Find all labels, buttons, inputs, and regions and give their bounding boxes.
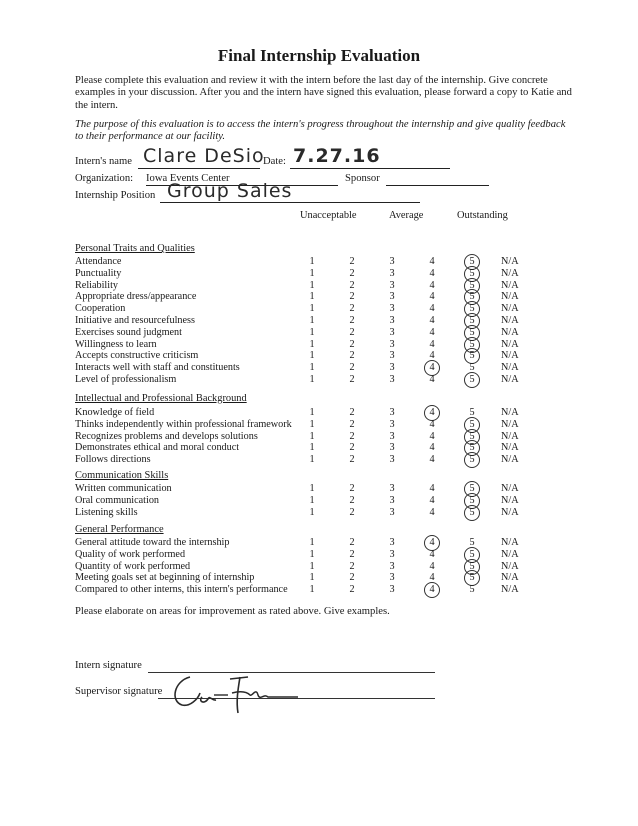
rating-row <box>0 327 638 339</box>
rating-option-2[interactable]: 2 <box>349 430 355 442</box>
header-outstanding: Outstanding <box>457 210 508 221</box>
rating-option-na[interactable]: N/A <box>501 537 519 548</box>
rating-option-1[interactable]: 1 <box>309 326 315 338</box>
rating-option-na[interactable]: N/A <box>501 442 519 454</box>
rating-option-1[interactable]: 1 <box>309 430 315 442</box>
rating-row <box>0 495 638 507</box>
rating-option-2[interactable]: 2 <box>349 374 355 385</box>
rating-option-3[interactable]: 3 <box>389 548 395 560</box>
rating-option-5[interactable]: 5 <box>469 407 475 418</box>
supervisor-signature-label: Supervisor signature <box>75 686 163 697</box>
rating-option-1[interactable]: 1 <box>309 315 315 326</box>
rating-option-4[interactable]: 4 <box>429 537 435 548</box>
rating-row <box>0 315 638 327</box>
criterion-label: Accepts constructive criticism <box>75 350 199 362</box>
rating-option-2[interactable]: 2 <box>349 454 355 466</box>
rating-option-na[interactable]: N/A <box>501 374 519 385</box>
rating-option-3[interactable]: 3 <box>389 303 395 315</box>
rating-row <box>0 454 638 466</box>
page-title: Final Internship Evaluation <box>217 46 421 65</box>
rating-option-5[interactable]: 5 <box>469 256 475 267</box>
intern-name-line <box>138 168 260 169</box>
rating-option-2[interactable]: 2 <box>349 338 355 350</box>
rating-option-3[interactable]: 3 <box>389 291 395 303</box>
rating-option-3[interactable]: 3 <box>389 374 395 385</box>
rating-option-1[interactable]: 1 <box>309 506 315 518</box>
rating-option-3[interactable]: 3 <box>389 407 395 418</box>
rating-option-5[interactable]: 5 <box>469 483 475 494</box>
rating-option-2[interactable]: 2 <box>349 326 355 338</box>
rating-option-2[interactable]: 2 <box>349 548 355 560</box>
rating-option-5[interactable]: 5 <box>469 572 475 584</box>
rating-option-1[interactable]: 1 <box>309 454 315 466</box>
rating-option-2[interactable]: 2 <box>349 267 355 279</box>
rating-option-1[interactable]: 1 <box>309 350 315 362</box>
rating-option-1[interactable]: 1 <box>309 548 315 560</box>
intern-name-label: Intern's name <box>75 156 132 167</box>
rating-option-5[interactable]: 5 <box>469 442 475 454</box>
criterion-label: Oral communication <box>75 494 160 506</box>
rating-row <box>0 256 638 268</box>
rating-option-na[interactable]: N/A <box>501 483 519 494</box>
rating-row <box>0 537 638 549</box>
rating-option-4[interactable]: 4 <box>429 506 435 518</box>
rating-option-1[interactable]: 1 <box>309 442 315 454</box>
rating-option-3[interactable]: 3 <box>389 442 395 454</box>
rating-option-2[interactable]: 2 <box>349 303 355 315</box>
rating-option-1[interactable]: 1 <box>309 338 315 350</box>
rating-row <box>0 442 638 454</box>
intern-signature-label: Intern signature <box>75 660 142 671</box>
rating-option-5[interactable]: 5 <box>469 303 475 315</box>
rating-option-3[interactable]: 3 <box>389 537 395 548</box>
rating-option-na[interactable]: N/A <box>501 584 519 596</box>
criterion-label: Level of professionalism <box>75 374 177 385</box>
rating-option-2[interactable]: 2 <box>349 483 355 494</box>
position-line <box>160 202 420 203</box>
rating-option-5[interactable]: 5 <box>469 267 475 279</box>
rating-option-4[interactable]: 4 <box>429 374 435 385</box>
rating-option-3[interactable]: 3 <box>389 315 395 326</box>
rating-row <box>0 280 638 292</box>
rating-option-5[interactable]: 5 <box>469 315 475 326</box>
date-field[interactable]: 7.27.16 <box>293 145 381 167</box>
rating-option-3[interactable]: 3 <box>389 430 395 442</box>
rating-option-4[interactable]: 4 <box>429 407 435 418</box>
rating-row <box>0 407 638 419</box>
rating-option-3[interactable]: 3 <box>389 483 395 494</box>
rating-row <box>0 350 638 362</box>
header-unacceptable: Unacceptable <box>300 210 357 221</box>
signature-scribble <box>168 667 308 715</box>
evaluation-purpose: The purpose of this evaluation is to access the intern's progress throughout the internship and give quality feedback to their performance at our facility. <box>75 119 566 143</box>
rating-option-na[interactable]: N/A <box>501 548 519 560</box>
rating-option-na[interactable]: N/A <box>501 572 519 584</box>
rating-option-1[interactable]: 1 <box>309 407 315 418</box>
rating-option-4[interactable]: 4 <box>429 454 435 466</box>
section-heading: General Performance <box>75 524 164 535</box>
rating-option-na[interactable]: N/A <box>501 418 519 430</box>
rating-option-1[interactable]: 1 <box>309 418 315 430</box>
rating-option-3[interactable]: 3 <box>389 418 395 430</box>
rating-option-3[interactable]: 3 <box>389 279 395 291</box>
rating-option-2[interactable]: 2 <box>349 560 355 572</box>
intern-name-field[interactable]: Clare DeSio <box>143 145 265 167</box>
rating-option-3[interactable]: 3 <box>389 584 395 596</box>
rating-row <box>0 362 638 374</box>
rating-option-2[interactable]: 2 <box>349 418 355 430</box>
rating-option-5[interactable]: 5 <box>469 291 475 303</box>
rating-option-4[interactable]: 4 <box>429 267 435 279</box>
sponsor-field[interactable] <box>386 185 489 186</box>
criterion-label: Thinks independently within professional framework <box>75 418 292 430</box>
criterion-label: Follows directions <box>75 454 151 466</box>
rating-option-na[interactable]: N/A <box>501 279 519 291</box>
rating-option-5[interactable]: 5 <box>469 279 475 291</box>
rating-option-4[interactable]: 4 <box>429 442 435 454</box>
rating-option-2[interactable]: 2 <box>349 315 355 326</box>
rating-option-3[interactable]: 3 <box>389 454 395 466</box>
rating-option-4[interactable]: 4 <box>429 560 435 572</box>
date-line <box>290 168 450 169</box>
rating-option-5[interactable]: 5 <box>469 338 475 350</box>
rating-option-4[interactable]: 4 <box>429 548 435 560</box>
rating-row <box>0 584 638 596</box>
rating-option-2[interactable]: 2 <box>349 279 355 291</box>
rating-option-2[interactable]: 2 <box>349 350 355 362</box>
rating-option-2[interactable]: 2 <box>349 537 355 548</box>
rating-option-1[interactable]: 1 <box>309 256 315 267</box>
rating-row <box>0 419 638 431</box>
rating-option-5[interactable]: 5 <box>469 560 475 572</box>
rating-row <box>0 303 638 315</box>
rating-option-4[interactable]: 4 <box>429 256 435 267</box>
rating-option-4[interactable]: 4 <box>429 362 435 374</box>
rating-option-na[interactable]: N/A <box>501 560 519 572</box>
rating-option-1[interactable]: 1 <box>309 303 315 315</box>
organization-label: Organization: <box>75 173 134 184</box>
criterion-label: Punctuality <box>75 267 122 279</box>
rating-option-3[interactable]: 3 <box>389 362 395 374</box>
organization-field[interactable]: Iowa Events Center <box>146 173 230 184</box>
rating-option-5[interactable]: 5 <box>469 537 475 548</box>
criterion-label: Quality of work performed <box>75 548 186 560</box>
rating-option-5[interactable]: 5 <box>469 418 475 430</box>
rating-option-2[interactable]: 2 <box>349 442 355 454</box>
rating-option-2[interactable]: 2 <box>349 256 355 267</box>
criterion-label: Interacts well with staff and constituents <box>75 362 240 374</box>
rating-option-2[interactable]: 2 <box>349 362 355 374</box>
section-heading: Communication Skills <box>75 470 169 481</box>
rating-option-5[interactable]: 5 <box>469 494 475 506</box>
position-field[interactable]: Group Sales <box>167 180 293 202</box>
rating-option-5[interactable]: 5 <box>469 430 475 442</box>
rating-option-2[interactable]: 2 <box>349 494 355 506</box>
instructions: Please complete this evaluation and review it with the intern before the last day of the internship. Give concrete examples in your discussion. After you and the intern have signed this evaluation, please forward a copy to Katie and the intern. <box>75 75 572 111</box>
rating-option-3[interactable]: 3 <box>389 256 395 267</box>
rating-row <box>0 561 638 573</box>
rating-row <box>0 268 638 280</box>
selected-rating-circle <box>424 582 440 598</box>
rating-option-5[interactable]: 5 <box>469 454 475 466</box>
rating-option-na[interactable]: N/A <box>501 362 519 374</box>
rating-option-1[interactable]: 1 <box>309 291 315 303</box>
rating-option-na[interactable]: N/A <box>501 303 519 315</box>
criterion-label: Demonstrates ethical and moral conduct <box>75 442 240 454</box>
rating-option-na[interactable]: N/A <box>501 267 519 279</box>
rating-option-3[interactable]: 3 <box>389 494 395 506</box>
rating-option-1[interactable]: 1 <box>309 279 315 291</box>
rating-option-1[interactable]: 1 <box>309 572 315 584</box>
rating-option-na[interactable]: N/A <box>501 291 519 303</box>
rating-option-1[interactable]: 1 <box>309 483 315 494</box>
rating-option-4[interactable]: 4 <box>429 279 435 291</box>
rating-option-1[interactable]: 1 <box>309 537 315 548</box>
criterion-label: Recognizes problems and develops solutions <box>75 430 258 442</box>
rating-option-4[interactable]: 4 <box>429 303 435 315</box>
rating-option-4[interactable]: 4 <box>429 494 435 506</box>
criterion-label: Exercises sound judgment <box>75 326 182 338</box>
rating-option-2[interactable]: 2 <box>349 407 355 418</box>
criterion-label: General attitude toward the internship <box>75 537 230 548</box>
rating-option-4[interactable]: 4 <box>429 572 435 584</box>
criterion-label: Quantity of work performed <box>75 560 191 572</box>
section-heading: Personal Traits and Qualities <box>75 243 195 254</box>
rating-option-1[interactable]: 1 <box>309 267 315 279</box>
elaborate-prompt: Please elaborate on areas for improvement as rated above. Give examples. <box>75 606 390 617</box>
rating-option-4[interactable]: 4 <box>429 291 435 303</box>
rating-option-na[interactable]: N/A <box>501 506 519 518</box>
rating-option-na[interactable]: N/A <box>501 430 519 442</box>
rating-option-1[interactable]: 1 <box>309 374 315 385</box>
criterion-label: Attendance <box>75 256 122 267</box>
rating-option-4[interactable]: 4 <box>429 326 435 338</box>
criterion-label: Appropriate dress/appearance <box>75 291 197 303</box>
rating-option-na[interactable]: N/A <box>501 326 519 338</box>
rating-option-5[interactable]: 5 <box>469 326 475 338</box>
selected-rating-circle <box>464 452 480 468</box>
rating-option-4[interactable]: 4 <box>429 418 435 430</box>
criterion-label: Cooperation <box>75 303 126 315</box>
criterion-label: Listening skills <box>75 506 138 518</box>
selected-rating-circle <box>464 505 480 521</box>
rating-option-1[interactable]: 1 <box>309 362 315 374</box>
rating-option-1[interactable]: 1 <box>309 584 315 596</box>
rating-option-na[interactable]: N/A <box>501 494 519 506</box>
rating-row <box>0 483 638 495</box>
rating-option-3[interactable]: 3 <box>389 572 395 584</box>
position-label: Internship Position <box>75 190 156 201</box>
rating-row <box>0 507 638 519</box>
rating-row <box>0 291 638 303</box>
rating-option-na[interactable]: N/A <box>501 454 519 466</box>
rating-row <box>0 572 638 584</box>
rating-row <box>0 339 638 351</box>
rating-option-5[interactable]: 5 <box>469 362 475 374</box>
rating-option-na[interactable]: N/A <box>501 407 519 418</box>
criterion-label: Meeting goals set at beginning of internship <box>75 572 255 584</box>
rating-option-na[interactable]: N/A <box>501 256 519 267</box>
rating-option-2[interactable]: 2 <box>349 506 355 518</box>
rating-option-4[interactable]: 4 <box>429 315 435 326</box>
criterion-label: Willingness to learn <box>75 338 157 350</box>
rating-option-na[interactable]: N/A <box>501 338 519 350</box>
rating-option-2[interactable]: 2 <box>349 584 355 596</box>
rating-option-na[interactable]: N/A <box>501 315 519 326</box>
rating-option-1[interactable]: 1 <box>309 494 315 506</box>
rating-row <box>0 549 638 561</box>
selected-rating-circle <box>464 372 480 388</box>
rating-option-na[interactable]: N/A <box>501 350 519 362</box>
criterion-label: Knowledge of field <box>75 407 155 418</box>
rating-option-4[interactable]: 4 <box>429 338 435 350</box>
supervisor-signature[interactable] <box>168 667 308 720</box>
criterion-label: Compared to other interns, this intern's performance <box>75 584 288 596</box>
rating-option-1[interactable]: 1 <box>309 560 315 572</box>
rating-option-5[interactable]: 5 <box>469 548 475 560</box>
rating-option-5[interactable]: 5 <box>469 374 475 385</box>
rating-option-3[interactable]: 3 <box>389 267 395 279</box>
rating-option-2[interactable]: 2 <box>349 291 355 303</box>
rating-option-5[interactable]: 5 <box>469 584 475 596</box>
rating-option-5[interactable]: 5 <box>469 350 475 362</box>
rating-option-4[interactable]: 4 <box>429 584 435 596</box>
rating-option-3[interactable]: 3 <box>389 350 395 362</box>
rating-option-3[interactable]: 3 <box>389 338 395 350</box>
header-average: Average <box>389 210 424 221</box>
section-heading: Intellectual and Professional Background <box>75 393 247 404</box>
rating-option-5[interactable]: 5 <box>469 506 475 518</box>
sponsor-label: Sponsor <box>345 173 380 184</box>
date-label: Date: <box>263 156 286 167</box>
rating-option-4[interactable]: 4 <box>429 430 435 442</box>
rating-option-3[interactable]: 3 <box>389 506 395 518</box>
rating-option-4[interactable]: 4 <box>429 483 435 494</box>
rating-row <box>0 431 638 443</box>
rating-option-4[interactable]: 4 <box>429 350 435 362</box>
rating-row <box>0 374 638 386</box>
rating-option-3[interactable]: 3 <box>389 326 395 338</box>
criterion-label: Reliability <box>75 279 119 291</box>
rating-option-3[interactable]: 3 <box>389 560 395 572</box>
criterion-label: Written communication <box>75 483 172 494</box>
rating-option-2[interactable]: 2 <box>349 572 355 584</box>
criterion-label: Initiative and resourcefulness <box>75 315 195 326</box>
